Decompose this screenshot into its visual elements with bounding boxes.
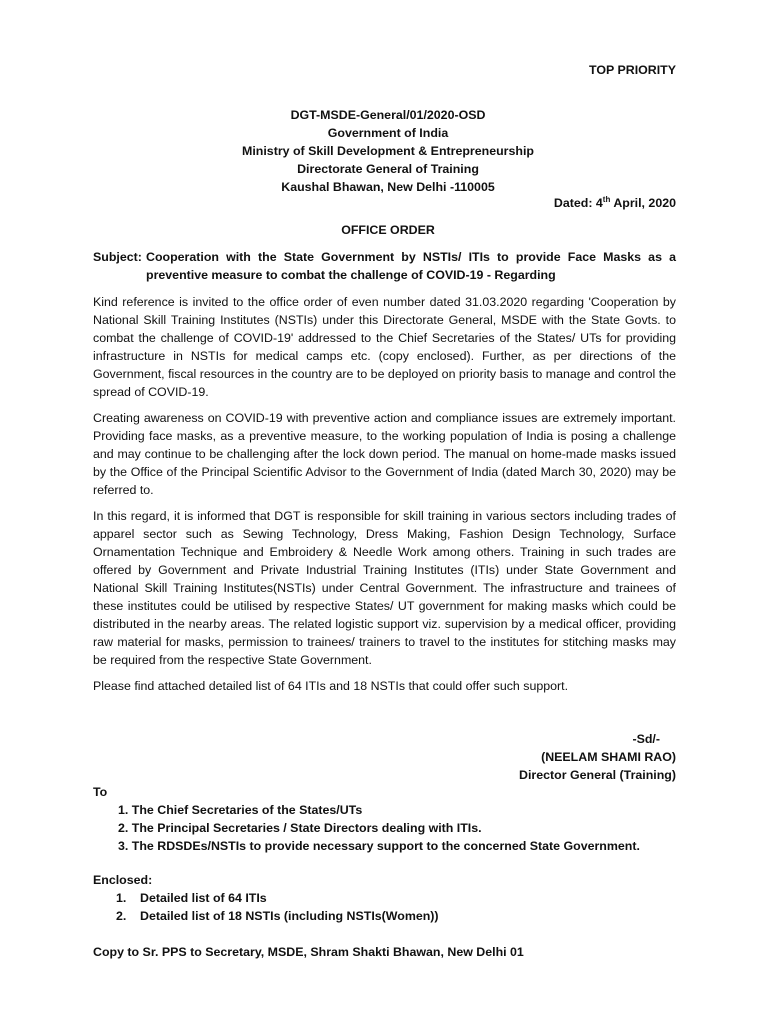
copy-to-line: Copy to Sr. PPS to Secretary, MSDE, Shram Shakti Bhawan, New Delhi 01 [93, 945, 524, 959]
enclosure-number: 2. [116, 909, 127, 923]
paragraph: Kind reference is invited to the office order of even number dated 31.03.2020 regarding 'Cooperation by National Skill Training Institutes (NSTIs) under this Directorate General, MSDE with the State Govts. to combat the challenge of COVID-19' addressed to the Chief Secretaries of the States/ UTs for providing infrastructure in NSTIs for medical camps etc. (copy enclosed). Further, as per directions of the Government, fiscal resources in the country are to be deployed on priority basis to manage and control the spread of COVID-19. [93, 295, 676, 399]
priority-label: TOP PRIORITY [589, 63, 676, 77]
subject-block [93, 248, 676, 284]
letterhead-line: Directorate General of Training [297, 162, 479, 176]
enclosure-text: Detailed list of 18 NSTIs (including NSTIs(Women)) [140, 909, 439, 923]
subject-label: Subject: [93, 250, 142, 264]
signatory-name: (NEELAM SHAMI RAO) [541, 750, 676, 764]
list-item [116, 907, 676, 925]
signature-block [440, 730, 676, 784]
to-label: To [93, 785, 108, 799]
enclosure-number: 1. [116, 891, 127, 905]
enclosure-list [116, 889, 676, 925]
letterhead [180, 106, 596, 196]
recipient-list [118, 801, 678, 855]
letterhead-line: Government of India [327, 126, 449, 140]
subject-text: Cooperation with the State Government by NSTIs/ ITIs to provide Face Masks as a preventive measure to combat the challenge of COVID-19 - Regarding [146, 250, 676, 282]
order-title: OFFICE ORDER [341, 223, 435, 237]
list-item [116, 889, 676, 907]
attached-line: Please find attached detailed list of 64 ITIs and 18 NSTIs that could offer such support. [93, 679, 569, 693]
paragraph: Creating awareness on COVID-19 with preventive action and compliance issues are extremely important. Providing face masks, as a preventive measure, to the working population of India is posing a challenge and may continue to be challenging after the lock down period. The manual on home-made masks issued by the Office of the Principal Scientific Advisor to the Government of India (dated March 30, 2020) may be referred to. [93, 411, 676, 497]
letterhead-line: Kaushal Bhawan, New Delhi -110005 [281, 180, 495, 194]
signatory-designation: Director General (Training) [519, 768, 676, 782]
signature-sd: -Sd/- [632, 732, 660, 746]
file-number: DGT-MSDE-General/01/2020-OSD [290, 108, 486, 122]
list-item: 2. The Principal Secretaries / State Directors dealing with ITIs. [118, 821, 482, 835]
paragraph: In this regard, it is informed that DGT is responsible for skill training in various sectors including trades of apparel sector such as Sewing Technology, Dress Making, Fashion Design Technology, Surface Ornamentation Technique and Embroidery & Needle Work among others. Training in such trades are offered by Government and Private Industrial Training Institutes (ITIs) under State Government and National Skill Training Institutes(NSTIs) under Central Government. The infrastructure and trainees of these institutes could be utilised by respective States/ UT government for making masks which could be distributed in the nearby areas. The related logistic support viz. supervision by a medical officer, providing raw material for masks, permission to trainees/ trainers to travel to the institutes for stitching masks may be required from the respective State Government. [93, 509, 676, 667]
enclosure-text: Detailed list of 64 ITIs [140, 891, 267, 905]
list-item: 1. The Chief Secretaries of the States/UTs [118, 803, 363, 817]
list-item: 3. The RDSDEs/NSTIs to provide necessary support to the concerned State Government. [118, 839, 640, 853]
letterhead-line: Ministry of Skill Development & Entrepreneurship [242, 144, 534, 158]
order-date: Dated: 4th April, 2020 [553, 194, 676, 210]
enclosed-label: Enclosed: [93, 873, 153, 887]
